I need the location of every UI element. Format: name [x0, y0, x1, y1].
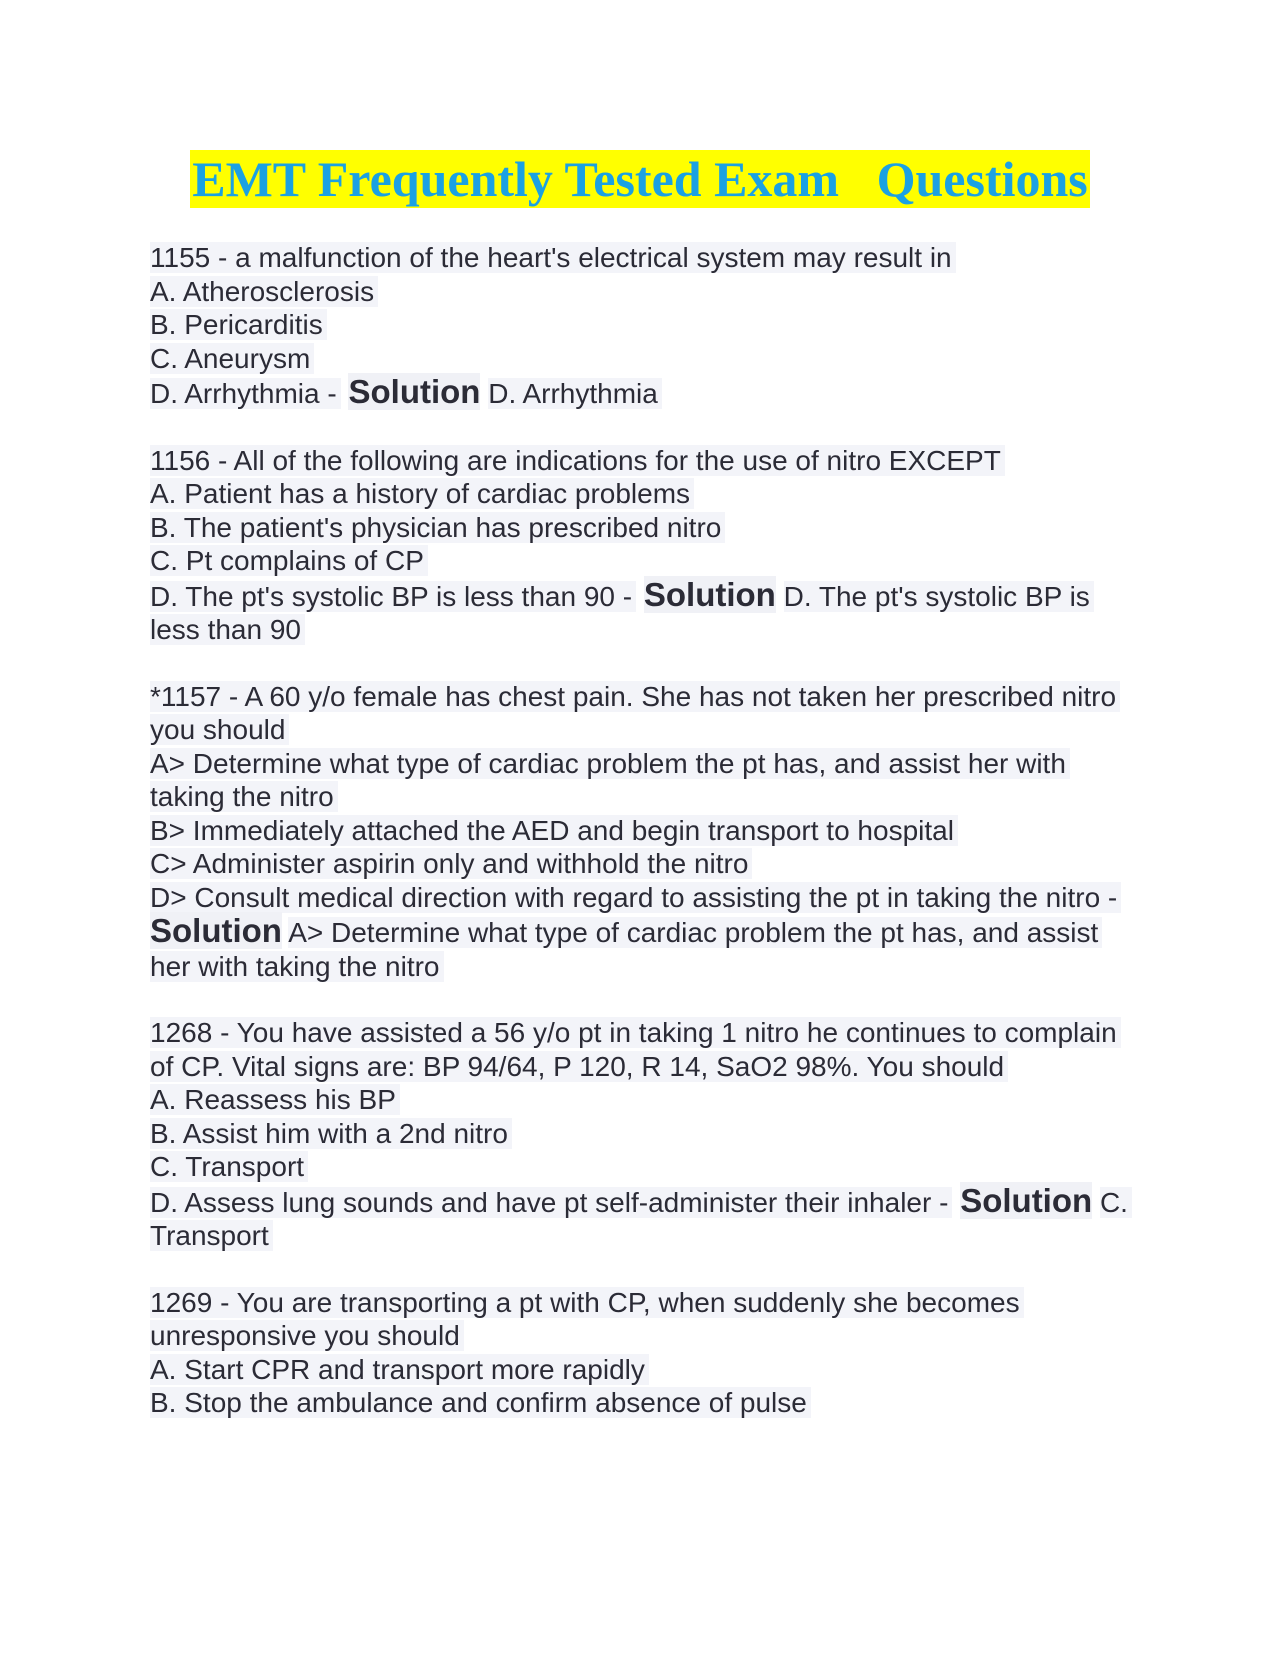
answer-option: A> Determine what type of cardiac problem the pt has, and assist her with taking the nitro: [150, 748, 1070, 813]
question-item: [150, 241, 1140, 411]
question-stem: 1268 - You have assisted a 56 y/o pt in taking 1 nitro he continues to complain of CP. Vital signs are: BP 94/64, P 120, R 14, SaO2 98%. You should: [150, 1017, 1121, 1082]
question-list: [150, 241, 1140, 1420]
solution-label: Solution: [643, 575, 776, 613]
answer-option: D> Consult medical direction with regard to assisting the pt in taking the nitro -: [150, 882, 1121, 913]
answer-option: A. Start CPR and transport more rapidly: [150, 1354, 649, 1385]
solution-answer: A> Determine what type of cardiac problem the pt has, and assist her with taking the nitro: [150, 917, 1102, 982]
page-title: EMT Frequently Tested Exam Questions: [192, 151, 1088, 207]
solution-answer: C. Transport: [150, 1187, 1132, 1252]
question-item: [150, 1016, 1140, 1253]
answer-option: A. Reassess his BP: [150, 1084, 400, 1115]
answer-option: D. The pt's systolic BP is less than 90 -: [150, 581, 636, 612]
answer-option: B. Assist him with a 2nd nitro: [150, 1118, 512, 1149]
question-stem: 1156 - All of the following are indications for the use of nitro EXCEPT: [150, 445, 1005, 476]
solution-label: Solution: [960, 1181, 1093, 1219]
answer-option: B> Immediately attached the AED and begin transport to hospital: [150, 815, 958, 846]
solution-answer: D. Arrhythmia: [488, 378, 662, 409]
answer-option: C. Aneurysm: [150, 343, 314, 374]
answer-option: B. The patient's physician has prescribed nitro: [150, 512, 725, 543]
answer-option: C> Administer aspirin only and withhold the nitro: [150, 848, 752, 879]
title-container: [0, 150, 1280, 208]
question-stem: *1157 - A 60 y/o female has chest pain. She has not taken her prescribed nitro you should: [150, 681, 1120, 746]
question-stem: 1269 - You are transporting a pt with CP, when suddenly she becomes unresponsive you should: [150, 1287, 1024, 1352]
question-item: [150, 444, 1140, 647]
answer-option: B. Pericarditis: [150, 309, 327, 340]
answer-option: C. Transport: [150, 1151, 308, 1182]
question-item: [150, 1286, 1140, 1420]
answer-option: A. Atherosclerosis: [150, 276, 378, 307]
question-item: [150, 680, 1140, 984]
solution-label: Solution: [348, 373, 481, 410]
question-stem: 1155 - a malfunction of the heart's electrical system may result in: [150, 242, 956, 273]
answer-option: B. Stop the ambulance and confirm absence of pulse: [150, 1387, 811, 1418]
answer-option: C. Pt complains of CP: [150, 545, 428, 576]
answer-option: D. Arrhythmia -: [150, 378, 341, 409]
solution-answer: D. The pt's systolic BP is less than 90: [150, 581, 1094, 646]
answer-option: A. Patient has a history of cardiac problems: [150, 478, 694, 509]
answer-option: D. Assess lung sounds and have pt self-administer their inhaler -: [150, 1187, 952, 1218]
solution-label: Solution: [150, 912, 282, 949]
